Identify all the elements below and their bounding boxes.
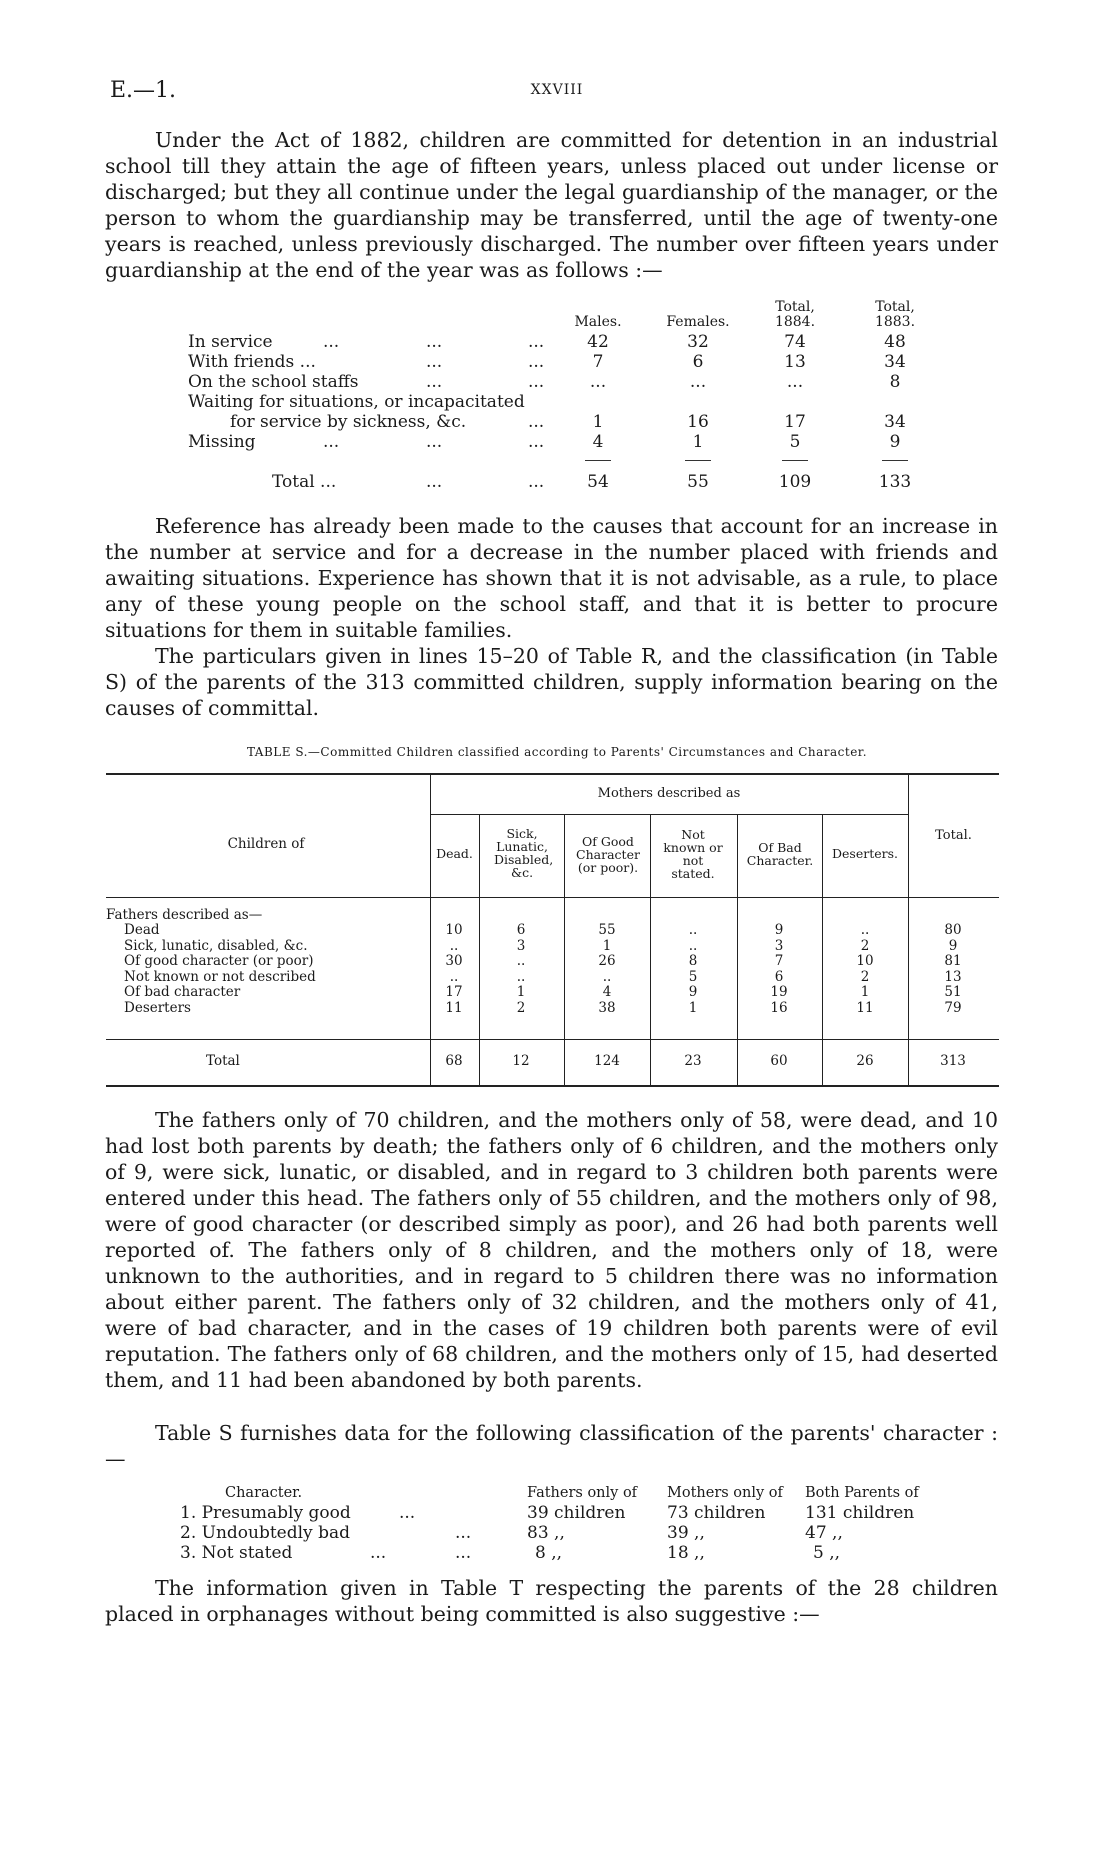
- table-s-cell: 10: [445, 922, 463, 938]
- character-header: Character.: [225, 1485, 303, 1501]
- table-s-cell: 38: [598, 999, 616, 1016]
- col-head-bad-character: Of Bad Character.: [746, 840, 814, 868]
- table-s-cell: 51: [944, 984, 962, 1000]
- table-s-cell: ..: [516, 953, 526, 969]
- table-s-cell: 26: [856, 1053, 874, 1069]
- table-s-cell: 3: [516, 937, 526, 954]
- table-s-cell: 13: [944, 968, 962, 985]
- paragraph-text: Reference has already been made to the causes that account for an increase in the number at service and for a decrease in the number placed with friends and awaiting situations. Experience has shown that it is not advisable, as a rule, to place any of these young people on the school staff, and that it is better to procure situations for them in suitable families.: [105, 514, 998, 642]
- col-head-sick: Sick, Lunatic, Disabled, &c.: [494, 826, 554, 880]
- row-label: Of bad character: [124, 984, 241, 1000]
- both-parents-header: Both Parents of: [805, 1485, 919, 1501]
- table-s-cell: 4: [602, 984, 612, 1000]
- page-number: XXVIII: [530, 82, 584, 98]
- paragraph-reference: [105, 513, 998, 643]
- table-s-cell: 19: [770, 984, 788, 1000]
- col-head-females: Females.: [666, 314, 730, 330]
- table-s-cell: 9: [948, 937, 958, 954]
- table-s-cell: 3: [774, 937, 784, 954]
- row-label: Of good character (or poor): [124, 953, 314, 969]
- table-s-cell: ..: [688, 937, 698, 954]
- table-s-cell: 10: [856, 953, 874, 969]
- paragraph-text: The information given in Table T respecting the parents of the 28 children placed in orphanages without being committed is also suggestive :—: [105, 1576, 998, 1626]
- table-s-cell: 30: [445, 953, 463, 969]
- table-s-cell: ..: [602, 968, 612, 985]
- table-s-cell: 2: [516, 999, 526, 1016]
- table-s-cell: 80: [944, 922, 962, 938]
- table-s-cell: 55: [598, 922, 616, 938]
- table-s-cell: 11: [856, 999, 874, 1016]
- table-s-cell: 17: [445, 984, 463, 1000]
- paragraph-text: Under the Act of 1882, children are committed for detention in an industrial school till they attain the age of fifteen years, unless placed out under license or discharged; but they all continue under the legal guardianship of the manager, or the person to whom the guardianship may be transferred, until the age of twenty-one years is reached, unless previously discharged. The number over fifteen years under guardianship at the end of the year was as follows :—: [105, 128, 998, 282]
- col-head-total-1883: Total, 1883.: [874, 299, 916, 330]
- table-s-cell: ..: [688, 922, 698, 938]
- row-label: Sick, lunatic, disabled, &c.: [124, 937, 308, 954]
- table-s-cell: 16: [770, 999, 788, 1016]
- document-page: E.—1. XXVIII Under the Act of 1882, children are committed for detention in an industrial school till they attain the age of fifteen years, unless placed out under license or discharged; but they all continue under the legal guardianship of the manager, or the person to whom the guardianship may be transferred, until the age of twenty-one years is reached, unless previously discharged. The number over fifteen years under guardianship at the end of the year was as follows :— Males. Females. Total, 1884. Total, 1883. In service ... ... ... 42 32 74 48 With friends ... ... ... 7 6 13 34 On the school staffs ... ... ... ... ... 8 Waiting for situations, or incapacitated for service by sickness, &c. ... 1 16 17 34 Missing ... ... ... 4 1 5 9 Total ... ... ... 54 55 109 133 Reference has already been made to the causes that account for an increase in the number at service and for a decrease in the number placed with friends and awaiting situations. Experience has shown that it is not advisable, as a rule, to place any of these young people on the school staff, and that it is better to procure situations for them in suitable families. The particulars given in lines 15–20 of Table R, and the classification (in Table S) of the parents of the 313 committed children, supply information bearing on the causes of committal. TABLE S.—Committed Children classified according to Parents' Circumstances and Character. Children of Mothers described as Total. Dead. Sick, Lunatic, Disabled, &c. Of Good Character (or poor). Not known or not stated. Of Bad Character. Deserters. Fathers described as— Dead 10 6 55 .. 9 .. 80 Sick, lunatic, disabled, &c. .. 3 1 .. 3 2 9 Of good character (or poor) 30 .. 26 8 7 10 81 Not known or not described .. .. .. 5 6 2 13 Of bad character 17 1 4 9 19 1 51 Deserters 11 2 38 1 16 11 79 Total 68 12 124 23 60 26 313 The fathers only of 70 children, and the mothers only of 58, were dead, and 10 had lost both parents by death; the fathers only of 6 children, and the mothers only of 9, were sick, lunatic, or disabled, and in regard to 3 children both parents were entered under this head. The fathers only of 55 children, and the mothers only of 98, were of good character (or described simply as poor), and 26 had both parents well reported of. The fathers only of 8 children, and the mothers only of 18, were unknown to the authorities, and in regard to 5 children there was no information about either parent. The fathers only of 32 children, and the mothers only of 41, were of bad character, and in the cases of 19 children both parents were of evil reputation. The fathers only of 68 children, and the mothers only of 15, had deserted them, and 11 had been abandoned by both parents. Table S furnishes data for the following classification of the parents' character :— Character. Fathers only of Mothers only of Both Parents of 1. Presumably good ... 39 children 73 children 131 children 2. Undoubtedly bad ... 83 ,, 39 ,, 47 ,, 3. Not stated ... ... 8 ,, 18 ,, 5 ,, The information given in Table T respecting the parents of the 28 children placed in orphanages without being committed is also suggestive :—: [0, 0, 1114, 1866]
- paragraph-act-1882: [105, 127, 998, 283]
- children-of-header: Children of: [227, 836, 305, 852]
- paragraph-table-s-data: [105, 1420, 998, 1472]
- table-s-cell: 2: [860, 937, 870, 954]
- table-s-cell: 79: [944, 999, 962, 1016]
- paragraph-text: Table S furnishes data for the following classification of the parents' character :—: [105, 1421, 998, 1471]
- row-label: Not known or not described: [124, 968, 316, 985]
- table-s-caption: TABLE S.—Committed Children classified according to Parents' Circumstances and Character.: [246, 745, 868, 759]
- table-s-cell: 9: [688, 984, 698, 1000]
- col-head-deserters: Deserters.: [832, 846, 898, 861]
- table-s-cell: 1: [602, 937, 612, 954]
- table-s-cell: 1: [688, 999, 698, 1016]
- row-label: Total: [206, 1053, 240, 1069]
- mothers-described-header: Mothers described as: [597, 786, 741, 801]
- table-s-cell: ..: [516, 968, 526, 985]
- document-reference: E.—1.: [110, 78, 177, 103]
- fathers-only-header: Fathers only of: [527, 1485, 638, 1501]
- table-s: [106, 773, 999, 1090]
- row-label: Dead: [124, 922, 160, 938]
- table-s-cell: 5: [688, 968, 698, 985]
- col-head-males: Males.: [574, 314, 622, 330]
- table-s-cell: 124: [594, 1053, 620, 1069]
- table-s-cell: 9: [774, 922, 784, 938]
- table-s-cell: 68: [445, 1053, 463, 1069]
- table-s-cell: 313: [940, 1053, 966, 1069]
- table-s-cell: 11: [445, 999, 463, 1016]
- mothers-only-header: Mothers only of: [667, 1485, 783, 1501]
- guardianship-table: Males. Females. Total, 1884. Total, 1883. In service ... ... ... 42 32 74 48 With friends ... ... ... 7 6 13 34 On the school staffs ... ... ... ... ... 8 Waiting for situations, or incapacitated for service by sickness, &c. ... 1 16 17 34 Missing ... ... ... 4 1 5 9 Total ... ... ... 54 55 109 133: [188, 300, 948, 500]
- table-s-cell: 12: [512, 1053, 530, 1069]
- table-s-cell: 7: [774, 953, 784, 969]
- paragraph-text: The particulars given in lines 15–20 of Table R, and the classification (in Table S) of the parents of the 313 committed children, supply information bearing on the causes of committal.: [105, 644, 998, 720]
- col-head-dead: Dead.: [436, 846, 473, 861]
- table-s-cell: ..: [449, 968, 459, 985]
- table-s-cell: 2: [860, 968, 870, 985]
- paragraph-text: The fathers only of 70 children, and the mothers only of 58, were dead, and 10 had lost both parents by death; the fathers only of 6 children, and the mothers only of 9, were sick, lunatic, or disabled, and in regard to 3 children both parents were entered under this head. The fathers only of 55 children, and the mothers only of 98, were of good character (or described simply as poor), and 26 had both parents well reported of. The fathers only of 8 children, and the mothers only of 18, were unknown to the authorities, and in regard to 5 children there was no information about either parent. The fathers only of 32 children, and the mothers only of 41, were of bad character, and in the cases of 19 children both parents were of evil reputation. The fathers only of 68 children, and the mothers only of 15, had deserted them, and 11 had been abandoned by both parents.: [105, 1108, 998, 1392]
- col-head-not-known: Not known or not stated.: [663, 827, 723, 881]
- table-s-cell: 23: [684, 1053, 702, 1069]
- table-s-cell: 81: [944, 953, 962, 969]
- table-s-cell: 1: [860, 984, 870, 1000]
- table-s-cell: ..: [449, 937, 459, 954]
- table-s-cell: 6: [516, 922, 526, 938]
- table-s-cell: ..: [860, 922, 870, 938]
- paragraph-table-t: [105, 1575, 998, 1627]
- table-s-cell: 60: [770, 1053, 788, 1069]
- fathers-described-label: Fathers described as—: [106, 907, 263, 923]
- paragraph-fathers-mothers: [105, 1107, 998, 1393]
- row-label: Deserters: [124, 999, 191, 1016]
- table-s-cell: 1: [516, 984, 526, 1000]
- col-head-good-character: Of Good Character (or poor).: [576, 834, 640, 875]
- table-s-cell: 6: [774, 968, 784, 985]
- table-s-cell: 8: [688, 953, 698, 969]
- total-header: Total.: [935, 828, 972, 843]
- table-s-cell: 26: [598, 953, 616, 969]
- col-head-total-1884: Total, 1884.: [774, 299, 816, 330]
- paragraph-particulars: [105, 643, 998, 721]
